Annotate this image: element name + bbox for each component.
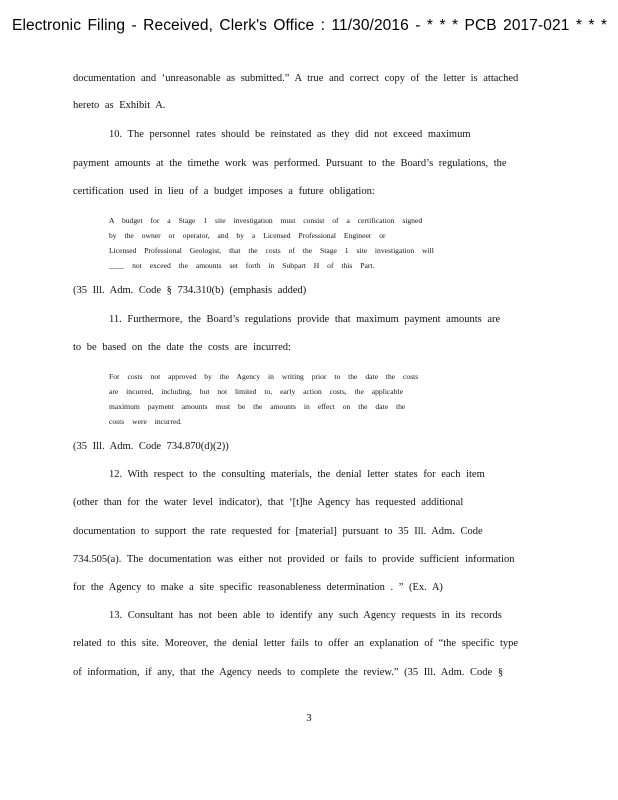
- body-line: documentation to support the rate requested for [material] pursuant to 35 Ill. Adm. Code: [73, 526, 483, 537]
- block-quote-1-line: ____ not exceed the amounts set forth in Subpart H of this Part.: [109, 261, 375, 270]
- block-quote-2-line: maximum payment amounts must be the amounts in effect on the date the: [109, 402, 406, 411]
- citation-734-310: (35 Ill. Adm. Code § 734.310(b) (emphasis added): [73, 285, 307, 296]
- body-line: of information, if any, that the Agency needs to complete the review.” (35 Ill. Adm. Code §: [73, 667, 504, 678]
- body-line: 734.505(a). The documentation was either not provided or fails to provide sufficient information: [73, 554, 515, 565]
- paragraph-12-start: 12. With respect to the consulting materials, the denial letter states for each item: [109, 469, 485, 480]
- block-quote-1-line: by the owner or operator, and by a Licensed Professional Engineer or: [109, 231, 386, 240]
- paragraph-10-start: 10. The personnel rates should be reinstated as they did not exceed maximum: [109, 129, 471, 140]
- body-line: payment amounts at the timethe work was performed. Pursuant to the Board’s regulations, the: [73, 158, 507, 169]
- filing-header: Electronic Filing - Received, Clerk's Office : 11/30/2016 - * * * PCB 2017-021 * * *: [12, 17, 608, 34]
- body-line: for the Agency to make a site specific reasonableness determination . ” (Ex. A): [73, 582, 443, 593]
- block-quote-2-line: costs were incurred.: [109, 417, 182, 426]
- body-line: documentation and ‘unreasonable as submitted.” A true and correct copy of the letter is attached: [73, 73, 519, 84]
- body-line: hereto as Exhibit A.: [73, 100, 166, 111]
- block-quote-1-line: Licensed Professional Geologist, that the costs of the Stage 1 site investigation will: [109, 246, 434, 255]
- body-line: to be based on the date the costs are incurred:: [73, 342, 291, 353]
- body-line: certification used in lieu of a budget imposes a future obligation:: [73, 186, 375, 197]
- block-quote-2-line: For costs not approved by the Agency in writing prior to the date the costs: [109, 372, 419, 381]
- paragraph-13-start: 13. Consultant has not been able to identify any such Agency requests in its records: [109, 610, 502, 621]
- paragraph-11-start: 11. Furthermore, the Board’s regulations provide that maximum payment amounts are: [109, 314, 501, 325]
- block-quote-2-line: are incurred, including, but not limited to, early action costs, the applicable: [109, 387, 403, 396]
- citation-734-870: (35 Ill. Adm. Code 734.870(d)(2)): [73, 441, 229, 452]
- body-line: (other than for the water level indicator), that ‘[t]he Agency has requested additional: [73, 497, 464, 508]
- block-quote-1-line: A budget for a Stage 1 site investigation must consist of a certification signed: [109, 216, 423, 225]
- body-line: related to this site. Moreover, the denial letter fails to offer an explanation of “the specific type: [73, 638, 519, 649]
- page-number: 3: [306, 713, 312, 724]
